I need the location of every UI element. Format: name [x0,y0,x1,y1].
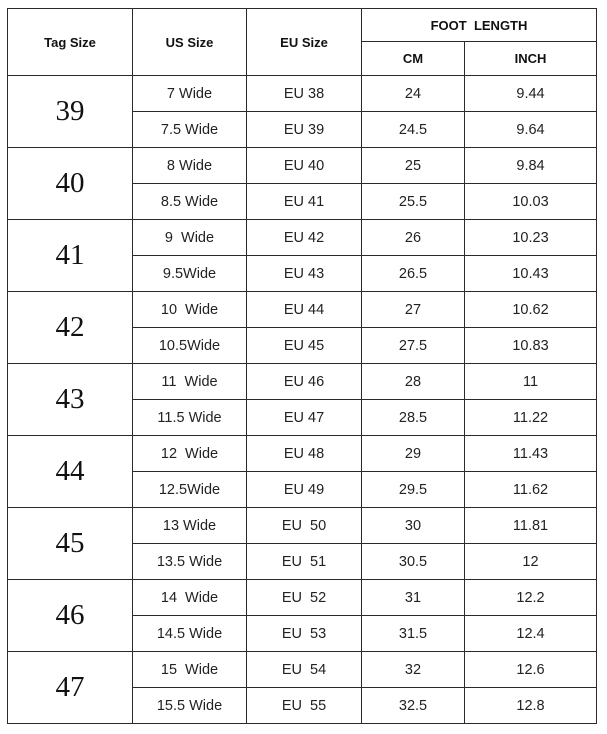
table-row [8,220,597,256]
table-header [8,9,597,76]
eu-size-cell: EU 50 [247,508,362,544]
us-size-cell: 14.5 Wide [133,616,247,652]
inch-size-cell: 11.81 [465,508,597,544]
us-size-cell: 11.5 Wide [133,400,247,436]
eu-size-cell: EU 49 [247,472,362,508]
inch-size-cell: 9.84 [465,148,597,184]
header-eu-size: EU Size [247,9,362,76]
tag-size-cell: 47 [8,652,133,724]
table-row [8,580,597,616]
inch-size-cell: 12.8 [465,688,597,724]
cm-size-cell: 29 [362,436,465,472]
eu-size-cell: EU 44 [247,292,362,328]
us-size-cell: 9 Wide [133,220,247,256]
header-foot-length: FOOT LENGTH [362,9,597,42]
inch-size-cell: 11.43 [465,436,597,472]
cm-size-cell: 27.5 [362,328,465,364]
cm-size-cell: 24 [362,76,465,112]
tag-size-cell: 45 [8,508,133,580]
inch-size-cell: 10.23 [465,220,597,256]
inch-size-cell: 12.4 [465,616,597,652]
cm-size-cell: 27 [362,292,465,328]
us-size-cell: 9.5Wide [133,256,247,292]
tag-size-cell: 39 [8,76,133,148]
table-row [8,652,597,688]
eu-size-cell: EU 43 [247,256,362,292]
inch-size-cell: 9.44 [465,76,597,112]
header-tag-size: Tag Size [8,9,133,76]
us-size-cell: 7 Wide [133,76,247,112]
eu-size-cell: EU 52 [247,580,362,616]
cm-size-cell: 30 [362,508,465,544]
cm-size-cell: 26 [362,220,465,256]
us-size-cell: 13.5 Wide [133,544,247,580]
cm-size-cell: 30.5 [362,544,465,580]
header-us-size: US Size [133,9,247,76]
us-size-cell: 15.5 Wide [133,688,247,724]
cm-size-cell: 29.5 [362,472,465,508]
size-chart-table [7,8,597,724]
eu-size-cell: EU 41 [247,184,362,220]
tag-size-cell: 42 [8,292,133,364]
table-body [8,76,597,724]
us-size-cell: 14 Wide [133,580,247,616]
cm-size-cell: 31 [362,580,465,616]
inch-size-cell: 11.22 [465,400,597,436]
cm-size-cell: 25.5 [362,184,465,220]
table-row [8,508,597,544]
table-row [8,148,597,184]
inch-size-cell: 12.6 [465,652,597,688]
cm-size-cell: 31.5 [362,616,465,652]
eu-size-cell: EU 47 [247,400,362,436]
us-size-cell: 12.5Wide [133,472,247,508]
us-size-cell: 10.5Wide [133,328,247,364]
table-row [8,364,597,400]
tag-size-cell: 41 [8,220,133,292]
eu-size-cell: EU 53 [247,616,362,652]
us-size-cell: 11 Wide [133,364,247,400]
table-row [8,292,597,328]
inch-size-cell: 12.2 [465,580,597,616]
inch-size-cell: 10.43 [465,256,597,292]
cm-size-cell: 24.5 [362,112,465,148]
tag-size-cell: 43 [8,364,133,436]
cm-size-cell: 32.5 [362,688,465,724]
us-size-cell: 8.5 Wide [133,184,247,220]
us-size-cell: 7.5 Wide [133,112,247,148]
cm-size-cell: 32 [362,652,465,688]
header-cm: CM [362,42,465,76]
eu-size-cell: EU 46 [247,364,362,400]
inch-size-cell: 11 [465,364,597,400]
tag-size-cell: 44 [8,436,133,508]
cm-size-cell: 28.5 [362,400,465,436]
inch-size-cell: 9.64 [465,112,597,148]
inch-size-cell: 12 [465,544,597,580]
inch-size-cell: 11.62 [465,472,597,508]
header-inch: INCH [465,42,597,76]
table-row [8,76,597,112]
us-size-cell: 13 Wide [133,508,247,544]
us-size-cell: 8 Wide [133,148,247,184]
eu-size-cell: EU 48 [247,436,362,472]
eu-size-cell: EU 51 [247,544,362,580]
inch-size-cell: 10.83 [465,328,597,364]
cm-size-cell: 25 [362,148,465,184]
eu-size-cell: EU 54 [247,652,362,688]
eu-size-cell: EU 42 [247,220,362,256]
tag-size-cell: 40 [8,148,133,220]
us-size-cell: 10 Wide [133,292,247,328]
inch-size-cell: 10.62 [465,292,597,328]
us-size-cell: 12 Wide [133,436,247,472]
cm-size-cell: 26.5 [362,256,465,292]
eu-size-cell: EU 39 [247,112,362,148]
eu-size-cell: EU 38 [247,76,362,112]
eu-size-cell: EU 45 [247,328,362,364]
cm-size-cell: 28 [362,364,465,400]
eu-size-cell: EU 40 [247,148,362,184]
tag-size-cell: 46 [8,580,133,652]
us-size-cell: 15 Wide [133,652,247,688]
eu-size-cell: EU 55 [247,688,362,724]
table-row [8,436,597,472]
inch-size-cell: 10.03 [465,184,597,220]
